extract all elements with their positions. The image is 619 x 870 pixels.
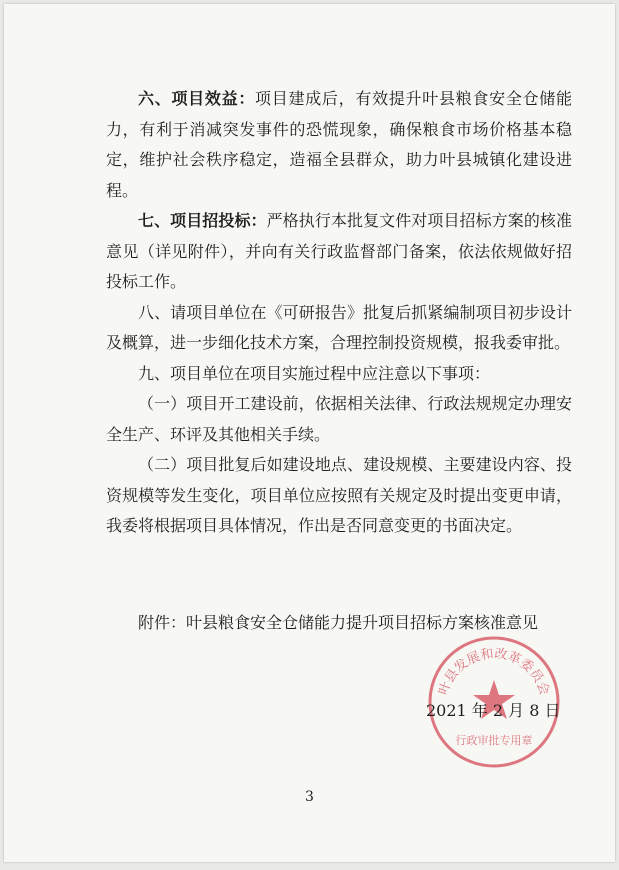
seal-subtext: 行政审批专用章 (455, 734, 533, 747)
page-number: 3 (305, 789, 314, 805)
document-body (106, 84, 572, 542)
paragraph-text: （二）项目批复后如建设地点、建设规模、主要建设内容、投资规模等发生变化，项目单位应按照有关规定及时提出变更申请，我委将根据项目具体情况，作出是否同意变更的书面决定。 (106, 455, 572, 535)
paragraph-text: （一）项目开工建设前，依据相关法律、行政法规规定办理安全生产、环评及其他相关手续。 (106, 394, 572, 444)
paragraph-design (106, 298, 572, 359)
paragraph-label: 七、项目招投标： (138, 211, 267, 230)
paragraph-text: 八、请项目单位在《可研报告》批复后抓紧编制项目初步设计及概算，进一步细化技术方案，合理控制投资规模，报我委审批。 (106, 302, 572, 352)
issue-date: 2021 年 2 月 8 日 (426, 701, 561, 720)
seal-text: 叶县发展和改革委员会 (436, 646, 552, 698)
paragraph-label: 六、项目效益： (138, 89, 256, 108)
document-page (4, 4, 615, 862)
paragraph-text: 九、项目单位在项目实施过程中应注意以下事项： (138, 363, 491, 383)
paragraph-benefits (106, 84, 572, 206)
paragraph-bidding (106, 206, 572, 298)
paragraph-notes-intro (106, 359, 572, 390)
paragraph-note-1 (106, 389, 572, 450)
attachment-line: 附件：叶县粮食安全仓储能力提升项目招标方案核准意见 (138, 613, 539, 632)
paragraph-text: 项目建成后，有效提升叶县粮食安全仓储能力，有利于消减突发事件的恐慌现象，确保粮食市场价格基本稳定，维护社会秩序稳定，造福全县群众，助力叶县城镇化建设进程。 (106, 89, 572, 200)
paragraph-note-2 (106, 450, 572, 542)
paragraph-text: 严格执行本批复文件对项目招标方案的核准意见（详见附件），并向有关行政监督部门备案，依法依规做好招投标工作。 (106, 211, 572, 291)
